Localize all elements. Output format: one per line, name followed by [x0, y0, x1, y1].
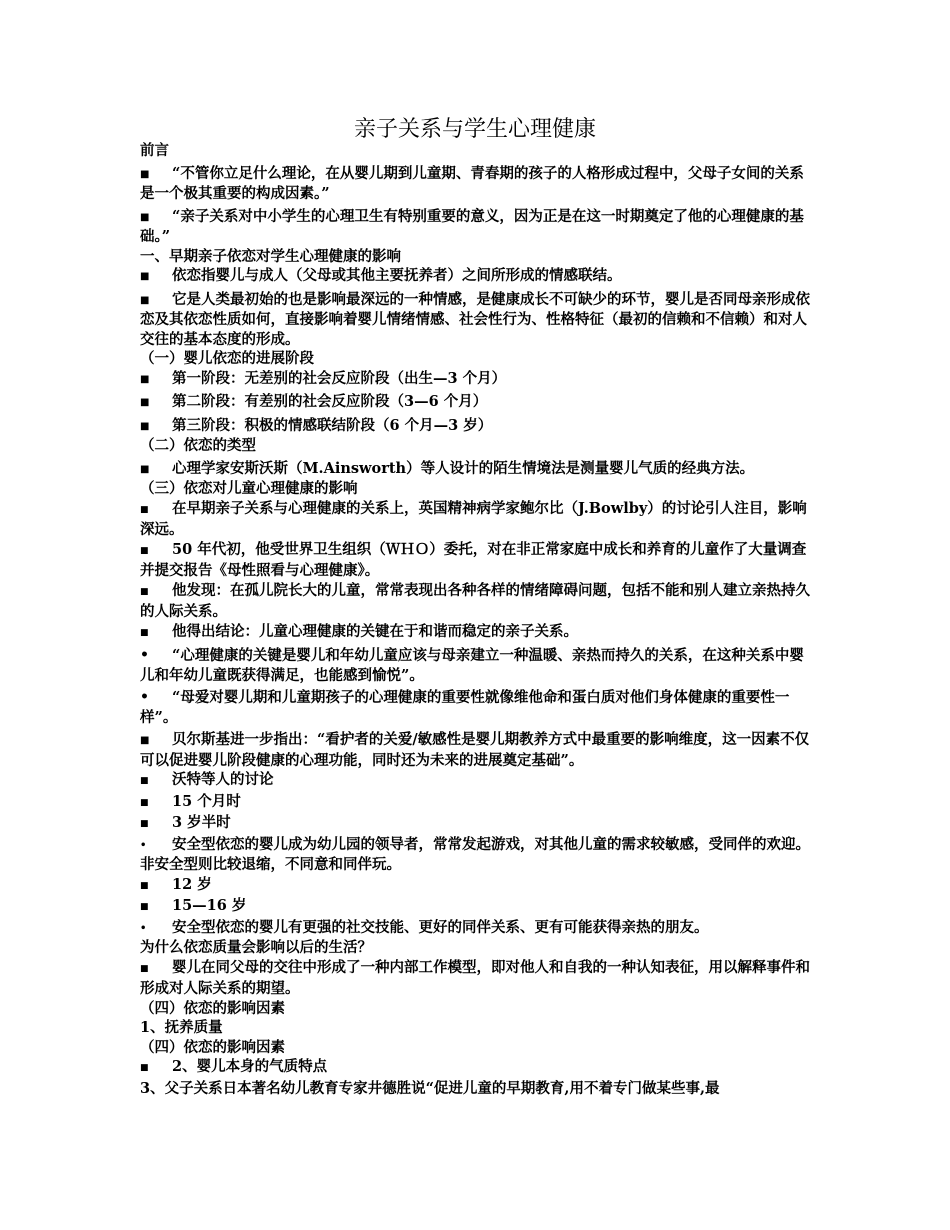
paragraph-text: 在早期亲子关系与心理健康的关系上，英国精神病学家鲍尔比（J.Bowlby）的讨论引人注目，影响深远。	[140, 499, 807, 538]
subsection-heading: （四）依恋的影响因素	[140, 1038, 285, 1056]
subsection-heading: （四）依恋的影响因素	[140, 999, 285, 1017]
square-bullet-icon: ■	[140, 211, 150, 223]
list-item-text: 3 岁半时	[172, 814, 231, 831]
square-bullet-icon: ■	[140, 463, 150, 475]
round-bullet-icon: •	[140, 839, 147, 851]
list-item	[140, 1057, 812, 1079]
square-bullet-icon: ■	[140, 294, 150, 306]
list-item	[140, 813, 812, 835]
list-item-text: 第三阶段：积极的情感联结阶段（6 个月—3 岁）	[172, 416, 493, 434]
paragraph-text: 50 年代初，他受世界卫生组织（ＷＨＯ）委托，对在非正常家庭中成长和养育的儿童作了大量调查并提交报告《母性照看与心理健康》。	[140, 540, 807, 579]
paragraph-text: “心理健康的关键是婴儿和年幼儿童应该与母亲建立一种温暖、亲热而持久的关系，在这种关系中婴儿和年幼儿童既获得满足，也能感到愉悦”。	[140, 647, 804, 684]
square-bullet-icon: ■	[140, 902, 149, 912]
paragraph-text: 它是人类最初始的也是影响最深远的一种情感，是健康成长不可缺少的环节，婴儿是否同母亲形成依恋及其依恋性质如何，直接影响着婴儿情绪情感、社会性行为、性格特征（最初的信赖和不信赖）和对人交往的基本态度的形成。	[140, 290, 810, 348]
paragraph	[140, 581, 812, 622]
paragraph-text: 心理学家安斯沃斯（M.Ainsworth）等人设计的陌生情境法是测量婴儿气质的经典方法。	[172, 459, 755, 477]
heading-preface: 前言	[140, 142, 169, 159]
paragraph	[140, 540, 812, 581]
list-item	[140, 770, 812, 792]
square-bullet-icon: ■	[140, 420, 150, 432]
question-heading: 为什么依恋质量会影响以后的生活？	[140, 939, 372, 956]
paragraph	[140, 622, 812, 644]
paragraph	[140, 499, 812, 540]
square-bullet-icon: ■	[140, 586, 149, 597]
factor-item: 1、抚养质量	[140, 1019, 223, 1036]
square-bullet-icon: ■	[140, 271, 150, 282]
list-item-text: 沃特等人的讨论	[172, 771, 274, 788]
square-bullet-icon: ■	[140, 373, 150, 385]
list-item	[140, 875, 812, 897]
subsection-heading: （一）婴儿依恋的进展阶段	[140, 350, 314, 367]
paragraph	[140, 688, 812, 727]
list-item	[140, 392, 812, 413]
paragraph	[140, 918, 812, 939]
paragraph	[140, 290, 812, 350]
section-heading: 一、早期亲子依恋对学生心理健康的影响	[140, 247, 401, 265]
list-item	[140, 896, 812, 918]
square-bullet-icon: ■	[140, 1063, 149, 1073]
paragraph-text: 他得出结论：儿童心理健康的关键在于和谐而稳定的亲子关系。	[172, 622, 578, 640]
paragraph-text: 安全型依恋的婴儿有更强的社交技能、更好的同伴关系、更有可能获得亲热的朋友。	[172, 918, 709, 936]
round-bullet-icon: •	[140, 689, 149, 705]
square-bullet-icon: ■	[140, 819, 149, 829]
paragraph	[140, 646, 812, 685]
square-bullet-icon: ■	[140, 735, 150, 746]
subsection-heading: （二）依恋的类型	[140, 437, 256, 454]
square-bullet-icon: ■	[140, 797, 149, 808]
document-title: 亲子关系与学生心理健康	[353, 117, 596, 142]
subsection-heading: （三）依恋对儿童心理健康的影响	[140, 480, 358, 497]
square-bullet-icon: ■	[140, 397, 150, 408]
square-bullet-icon: ■	[140, 963, 149, 974]
document-body	[140, 141, 812, 1098]
list-item-text: 15—16 岁	[172, 897, 247, 914]
paragraph-text: “亲子关系对中小学生的心理卫生有特别重要的意义，因为正是在这一时期奠定了他的心理健康的基础。”	[140, 207, 804, 245]
list-item	[140, 416, 812, 437]
list-item-text: 12 岁	[172, 875, 212, 893]
paragraph	[140, 459, 812, 480]
paragraph	[140, 207, 812, 247]
square-bullet-icon: ■	[140, 880, 149, 891]
square-bullet-icon: ■	[140, 776, 149, 786]
paragraph-text: 贝尔斯基进一步指出：“看护者的关爱/敏感性是婴儿期教养方式中最重要的影响维度，这一因素不仅可以促进婴儿阶段健康的心理功能，同时还为未来的进展奠定基础”。	[140, 731, 810, 769]
round-bullet-icon: •	[140, 922, 147, 934]
paragraph-text: 婴儿在同父母的交往中形成了一种内部工作模型，即对他人和自我的一种认知表征，用以解释事件和形成对人际关系的期望。	[140, 958, 810, 997]
paragraph	[140, 266, 812, 287]
paragraph	[140, 958, 812, 999]
square-bullet-icon: ■	[140, 504, 149, 515]
list-item	[140, 369, 812, 390]
paragraph	[140, 164, 812, 204]
paragraph	[140, 835, 812, 875]
factor-item: 3、父子关系日本著名幼儿教育专家井德胜说“促进儿童的早期教育,用不着专门做某些事,最	[140, 1079, 720, 1097]
list-item-text: 第二阶段：有差别的社会反应阶段（3—6 个月）	[172, 393, 488, 410]
paragraph-text: 安全型依恋的婴儿成为幼儿园的领导者，常常发起游戏，对其他儿童的需求较敏感，受同伴的欢迎。非安全型则比较退缩，不同意和同伴玩。	[140, 835, 810, 873]
round-bullet-icon: •	[140, 647, 149, 663]
paragraph-text: 他发现：在孤儿院长大的儿童，常常表现出各种各样的情绪障碍问题，包括不能和别人建立亲热持久的人际关系。	[140, 581, 810, 620]
paragraph	[140, 730, 812, 770]
square-bullet-icon: ■	[140, 627, 149, 638]
list-item-text: 第一阶段：无差别的社会反应阶段（出生—3 个月）	[172, 369, 507, 387]
square-bullet-icon: ■	[140, 545, 149, 556]
list-item	[140, 792, 812, 814]
list-item-text: 15 个月时	[172, 792, 241, 810]
square-bullet-icon: ■	[140, 168, 150, 180]
paragraph-text: 依恋指婴儿与成人（父母或其他主要抚养者）之间所形成的情感联结。	[172, 267, 622, 284]
list-item-text: 2、婴儿本身的气质特点	[172, 1058, 328, 1075]
paragraph-text: “母爱对婴儿期和儿童期孩子的心理健康的重要性就像维他命和蛋白质对他们身体健康的重要性一样”。	[140, 689, 790, 726]
paragraph-text: “不管你立足什么理论，在从婴儿期到儿童期、青春期的孩子的人格形成过程中，父母子女间的关系是一个极其重要的构成因素。”	[140, 164, 804, 202]
